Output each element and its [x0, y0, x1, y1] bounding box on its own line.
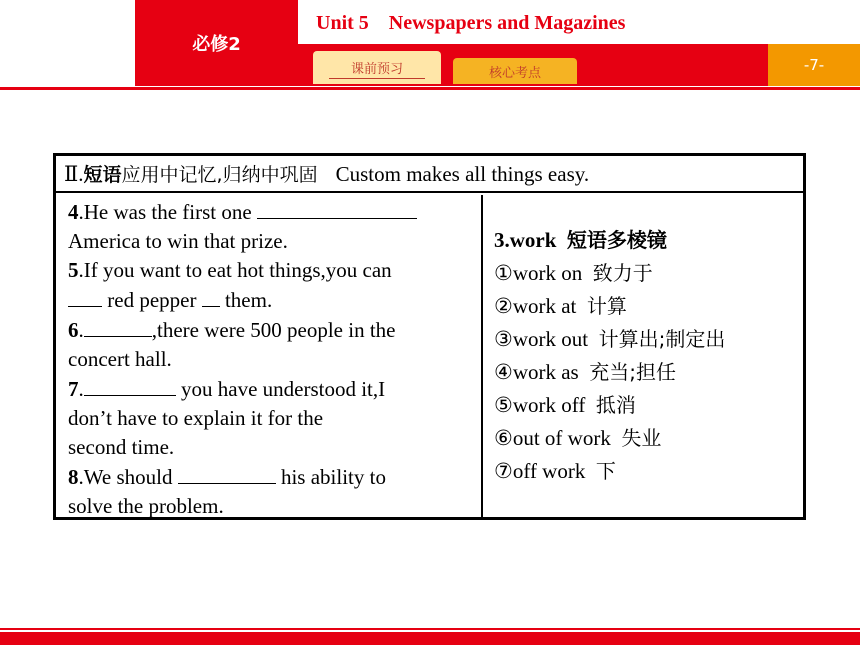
phrase-item: ⑦off work 下	[494, 459, 616, 483]
tab-preview[interactable]	[313, 51, 441, 84]
phrase-item: ④work as 充当;担任	[494, 360, 676, 384]
question-6: 6. ,there were 500 people in the concert hall.	[68, 315, 476, 374]
question-5: 5.If you want to eat hot things,you can red pepper them.	[68, 258, 392, 312]
section-roman: Ⅱ.	[64, 162, 84, 186]
answer-blank[interactable]	[178, 462, 276, 484]
answer-blank[interactable]	[257, 197, 417, 219]
phrase-item: ⑥out of work 失业	[494, 426, 662, 450]
book-label: 必修2	[135, 0, 298, 86]
section-subtitle: 应用中记忆,归纳中巩固	[121, 164, 318, 186]
phrase-item: ①work on 致力于	[494, 261, 653, 285]
unit-title: Unit 5 Newspapers and Magazines	[316, 12, 626, 34]
page-number: -7-	[768, 44, 860, 86]
questions-column	[68, 197, 476, 521]
header-rule	[0, 87, 860, 90]
section-motto: Custom makes all things easy.	[335, 162, 590, 186]
tab-core-points[interactable]	[453, 58, 577, 84]
section-label: 短语	[83, 164, 122, 186]
answer-blank[interactable]	[202, 285, 220, 307]
phrases-title: 3.work 短语多棱镜	[494, 228, 667, 252]
footer-rule	[0, 632, 860, 645]
question-7: 7. you have understood it,I don’t have to explain it for the second time.	[68, 374, 476, 462]
column-divider	[481, 195, 483, 517]
answer-blank[interactable]	[68, 285, 102, 307]
tab-core-points-label: 核心考点	[488, 65, 541, 81]
phrase-item: ③work out 计算出;制定出	[494, 327, 726, 351]
section-heading	[56, 156, 803, 193]
phrase-item: ⑤work off 抵消	[494, 393, 636, 417]
answer-blank[interactable]	[84, 374, 176, 396]
exercise-table	[53, 153, 806, 520]
phrases-column	[494, 224, 794, 488]
question-4: 4.He was the first one America to win that prize.	[68, 197, 476, 256]
phrase-item: ②work at 计算	[494, 294, 627, 318]
tab-preview-label: 课前预习	[350, 62, 403, 77]
tab-underline	[329, 78, 425, 79]
question-8: 8.We should his ability to solve the problem.	[68, 462, 476, 521]
answer-blank[interactable]	[84, 315, 152, 337]
